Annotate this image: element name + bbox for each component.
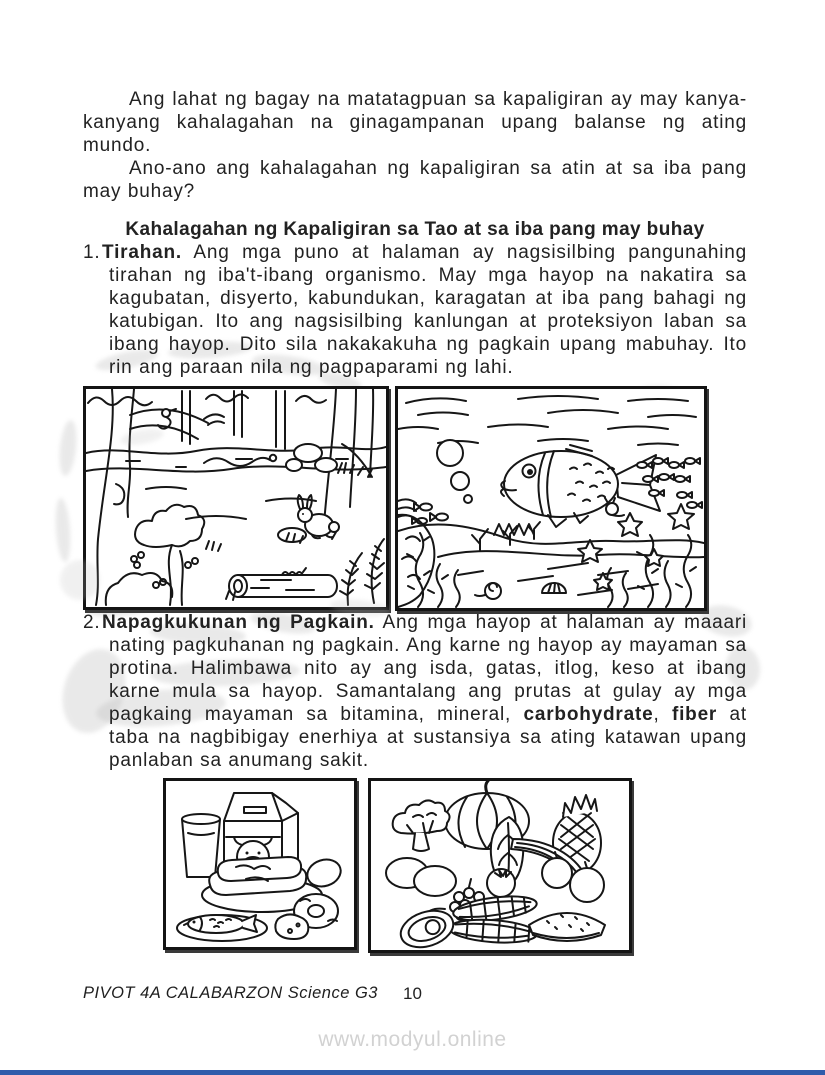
- plant-foods-illustration: [371, 781, 629, 950]
- list-item-pagkain: [83, 611, 747, 772]
- figure-plant-foods: [368, 778, 632, 953]
- list-number-1: 1.: [83, 242, 101, 263]
- intro-paragraph-2: Ano-ano ang kahalagahan ng kapaligiran sa atin at sa iba pang may buhay?: [83, 158, 747, 202]
- list-item-tirahan: [83, 241, 747, 379]
- bottom-bar: [0, 1070, 825, 1075]
- footer-book-title: PIVOT 4A CALABARZON Science G3: [83, 984, 378, 1002]
- section-heading: Kahalagahan ng Kapaligiran sa Tao at sa iba pang may buhay: [125, 219, 705, 240]
- item-1-text: Ang mga puno at halaman ay nagsisilbing pangunahing tirahan ng iba't-ibang organismo. May mga hayop na nakatira sa kagubatan, disyerto, kabundukan, karagatan at iba pang bahagi ng katubigan. Ito ang nagsisilbing kanlungan at proteksiyon laban sa ibang hayop. Dito sila nakakakuha ng pagkain upang mabuhay. Ito rin ang paraan nila ng pagpaparami ng lahi.: [109, 242, 747, 378]
- term-tirahan: Tirahan.: [102, 242, 182, 263]
- site-watermark: www.modyul.online: [318, 1028, 507, 1051]
- term-fiber: fiber: [671, 704, 718, 725]
- underwater-illustration: [398, 389, 704, 608]
- term-napagkukunan: Napagkukunan ng Pagkain.: [102, 612, 375, 633]
- figure-animal-foods: [163, 778, 357, 950]
- animal-foods-illustration: [166, 781, 354, 947]
- item-2-text-3: at taba na nagbibigay enerhiya at sustansiya sa ating katawan upang panlaban sa anumang sakit.: [109, 704, 747, 771]
- food-figures-row: [163, 778, 747, 953]
- figure-forest-habitat: [83, 386, 389, 610]
- habitat-figures-row: [83, 386, 747, 611]
- page-content: [83, 0, 747, 953]
- figure-underwater-habitat: [395, 386, 707, 611]
- list-number-2: 2.: [83, 612, 101, 633]
- item-2-text-1: Ang mga hayop at halaman ay maaari nating pagkuhanan ng pagkain. Ang karne ng hayop ay mayaman sa protina. Halimbawa nito ay ang isda, gatas, itlog, keso at ibang karne mula sa hayop. Samantalang ang prutas at gulay ay mga pagkaing mayaman sa bitamina, mineral,: [109, 612, 748, 725]
- item-2-text-2: ,: [653, 704, 672, 725]
- forest-illustration: [86, 389, 386, 607]
- intro-paragraph-1: Ang lahat ng bagay na matatagpuan sa kapaligiran ay may kanya-kanyang kahalagahan na ginagampanan upang balanse ng ating mundo.: [83, 89, 747, 156]
- page-number: 10: [403, 984, 422, 1003]
- big-fish: [501, 445, 660, 527]
- term-carbohydrate: carbohydrate: [523, 704, 654, 725]
